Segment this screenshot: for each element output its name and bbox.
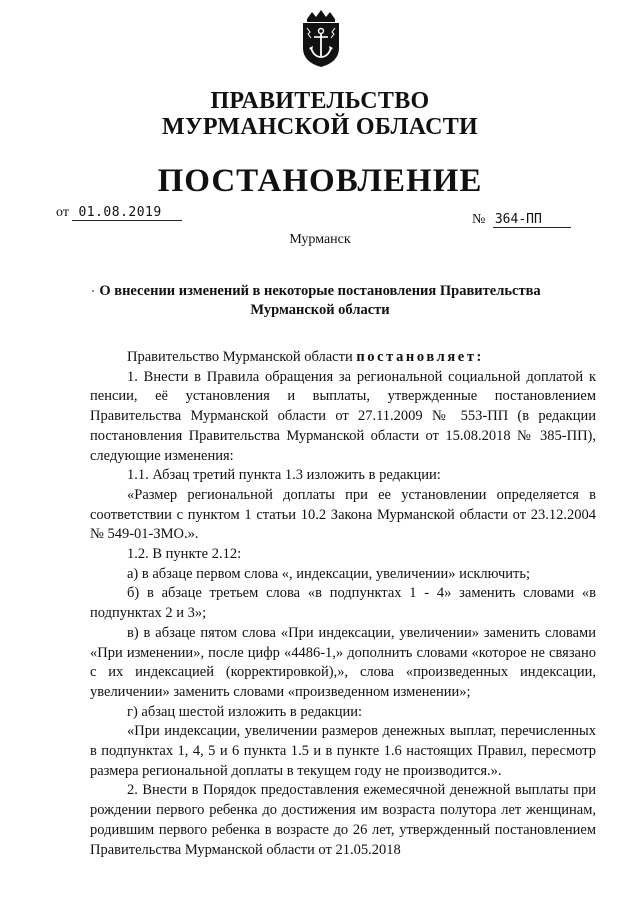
organization-name-line-1: ПРАВИТЕЛЬСТВО [210,88,430,114]
body-paragraph: б) в абзаце третьем слова «в подпунктах 1 - 4» заменить словами «в подпунктах 2 и 3»; [90,585,596,622]
subject-line-2: Мурманской области [250,302,390,318]
body-paragraph: 1.2. В пункте 2.12: [127,546,242,563]
document-type-title: ПОСТАНОВЛЕНИЕ [157,163,483,199]
body-paragraph: «При индексации, увеличении размеров денежных выплат, перечисленных в подпунктах 1, 4, 5 и 6 пункта 1.5 и в пункте 1.6 настоящих Правил, пересмотр размера региональной доплаты в текущем году не производится.». [90,723,596,779]
body-paragraph: г) абзац шестой изложить в редакции: [127,703,363,720]
document-body [90,348,596,860]
preamble-text: Правительство Мурманской области [127,349,357,365]
preamble [90,348,596,368]
date-label: от [56,205,69,220]
body-paragraph: в) в абзаце пятом слова «При индексации, увеличении» заменить словами «При изменении», после цифр «4486-1,» дополнить словами «которое не связано с их индексацией (корректировкой),», слова «произведенных индексации, увеличении» заменить словами «произведенном изменении»; [90,624,596,700]
body-paragraph: «Размер региональной доплаты при ее установлении определяется в соответствии с пунктом 1 статьи 10.2 Закона Мурманской области от 23.12.2004 № 549-01-ЗМО.». [90,486,596,543]
date-value: 01.08.2019 [72,205,182,221]
city-name: Мурманск [289,232,351,247]
document-date [56,205,182,221]
murmansk-coat-of-arms-icon [298,10,344,68]
document-number [472,212,571,228]
number-label: № [472,212,486,227]
body-paragraph: а) в абзаце первом слова «, индексации, увеличении» исключить; [127,565,530,582]
document-subject [80,282,560,320]
subject-line-1: О внесении изменений в некоторые постановления Правительства [99,283,541,299]
body-paragraph: 1. Внести в Правила обращения за региональной социальной доплатой к пенсии, её установления и выплаты, утвержденные постановлением Правительства Мурманской области от 27.11.2009 № 553-ПП (в редакции постановления Правительства Мурманской области от 15.08.2018 № 385-ПП), следующие изменения: [90,368,596,464]
body-paragraph: 1.1. Абзац третий пункта 1.3 изложить в редакции: [127,467,441,484]
organization-name-line-2: МУРМАНСКОЙ ОБЛАСТИ [162,114,478,140]
number-value: 364-ПП [493,212,571,228]
body-paragraph: 2. Внести в Порядок предоставления ежемесячной денежной выплаты при рождении первого ребенка до достижения им возраста полутора лет женщинам, родившим первого ребенка в возрасте до 26 лет, утвержденный постановлением Правительства Мурманской области от 21.05.2018 [90,782,596,858]
preamble-decree-word: постановляет: [356,349,484,365]
